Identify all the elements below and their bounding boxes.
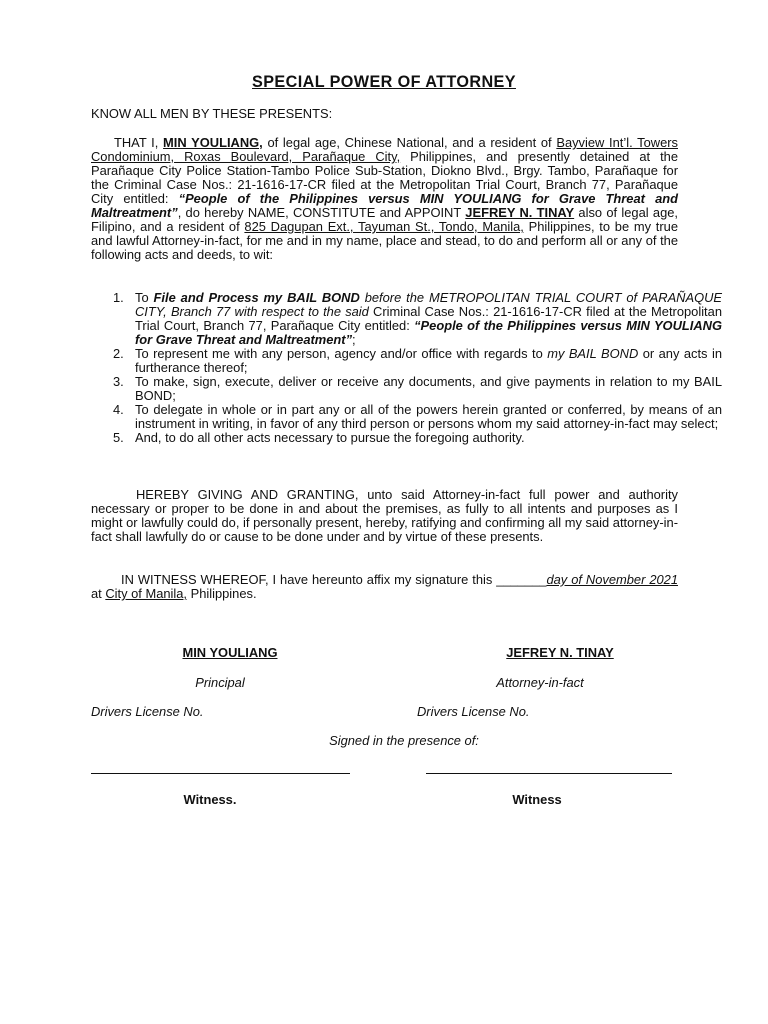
presence-label: Signed in the presence of: [329, 733, 479, 748]
principal-license-label: Drivers License No. [91, 704, 204, 719]
document-title: SPECIAL POWER OF ATTORNEY [252, 73, 516, 91]
acts-list [91, 291, 722, 445]
act-emphasis: File and Process my BAIL BOND [153, 290, 360, 305]
act-text: To represent me with any person, agency and/or office with regards to [135, 346, 548, 361]
granting-paragraph: HEREBY GIVING AND GRANTING, unto said Attorney-in-fact full power and authority necessary or proper to be done in and about the premises, as fully to all intents and purposes as I might or lawfully could do, if personally present, hereby, ratifying and confirming all my said attorney-in-fact shall lawfully do or cause to be done under and by virtue of these presents. [91, 487, 678, 544]
principal-signature-name: MIN YOULIANG [182, 645, 278, 660]
attorney-role: Attorney-in-fact [496, 675, 584, 690]
signing-date: day of November 2021 [546, 572, 678, 587]
list-item [113, 346, 722, 375]
act-text: To [135, 290, 154, 305]
attorney-signature-name: JEFREY N. TINAY [506, 645, 614, 660]
witness-label-right: Witness [512, 792, 562, 807]
act-text: Criminal Case Nos.: 21-1616-17-CR filed at the Metropolitan Trial Court, Branch 77, Parañaque City entitled: [135, 304, 722, 333]
principal-name: MIN YOULIANG, [163, 135, 263, 150]
act-text: To make, sign, execute, deliver or receive any documents, and give payments in relation to my BAIL BOND; [135, 374, 722, 403]
act-emphasis: my BAIL BOND [547, 346, 639, 361]
list-item [113, 290, 723, 347]
intro-paragraph [91, 136, 678, 262]
attorney-license-label: Drivers License No. [417, 704, 530, 719]
act-text: And, to do all other acts necessary to pursue the foregoing authority. [135, 430, 525, 445]
intro-text-1: THAT I, [114, 135, 164, 150]
list-item [113, 374, 722, 403]
principal-role: Principal [195, 675, 245, 690]
list-number: 5. [113, 430, 124, 445]
list-number: 2. [113, 346, 124, 361]
witness-label-left: Witness. [183, 792, 237, 807]
intro-text-4: , do hereby NAME, CONSTITUTE and APPOINT [177, 205, 466, 220]
attorney-address: 825 Dagupan Ext., Tayuman St., Tondo, Manila, [244, 219, 524, 234]
act-text: ; [352, 332, 356, 347]
intro-text-2: of legal age, Chinese National, and a resident of [262, 135, 557, 150]
act-text: To delegate in whole or in part any or all of the powers herein granted or conferred, by means of an instrument in writing, in favor of any third person or persons whom my said attorney-in-fact may select; [135, 402, 722, 431]
list-number: 4. [113, 402, 124, 417]
list-number: 3. [113, 374, 124, 389]
signature-day-blank: _______ [496, 572, 547, 587]
list-number: 1. [113, 290, 124, 305]
witness-text: at [91, 586, 106, 601]
intro-text-6: Philippines, to be my true and lawful Attorney-in-fact, for me and in my name, place and stead, to do and perform all or any of the following acts and deeds, to wit: [91, 219, 678, 262]
intro-text-3: Philippines, and presently detained at the Parañaque City Police Station-Tambo Police Sub-Station, Diokno Blvd., Brgy. Tambo, Parañaque for the Criminal Case Nos.: 21-1616-17-CR filed at the Metropolitan Trial Court, Branch 77, Parañaque City entitled: [91, 149, 678, 206]
greeting: KNOW ALL MEN BY THESE PRESENTS: [91, 106, 333, 121]
signing-place: City of Manila, [105, 586, 188, 601]
witness-text: IN WITNESS WHEREOF, I have hereunto affix my signature this [121, 572, 497, 587]
witness-signature-line-right [426, 773, 672, 774]
witness-paragraph [91, 573, 678, 601]
act-text: or any acts in furtherance thereof; [135, 346, 722, 375]
witness-signature-line-left [91, 773, 350, 774]
intro-text-5: also of legal age, Filipino, and a resident of [91, 205, 678, 234]
list-item [113, 402, 722, 431]
principal-address: Bayview Int’l. Towers Condominium, Roxas Boulevard, Parañaque City, [91, 135, 678, 164]
list-item [113, 430, 722, 445]
attorney-name: JEFREY N. TINAY [465, 205, 575, 220]
case-title: “People of the Philippines versus MIN YOULIANG for Grave Threat and Maltreatment” [135, 318, 722, 347]
act-court: before the METROPOLITAN TRIAL COURT of PARAÑAQUE CITY, Branch 77 with respect to the said [135, 290, 723, 319]
witness-text: Philippines. [187, 586, 257, 601]
case-title: “People of the Philippines versus MIN YOULIANG for Grave Threat and Maltreatment” [91, 191, 678, 220]
